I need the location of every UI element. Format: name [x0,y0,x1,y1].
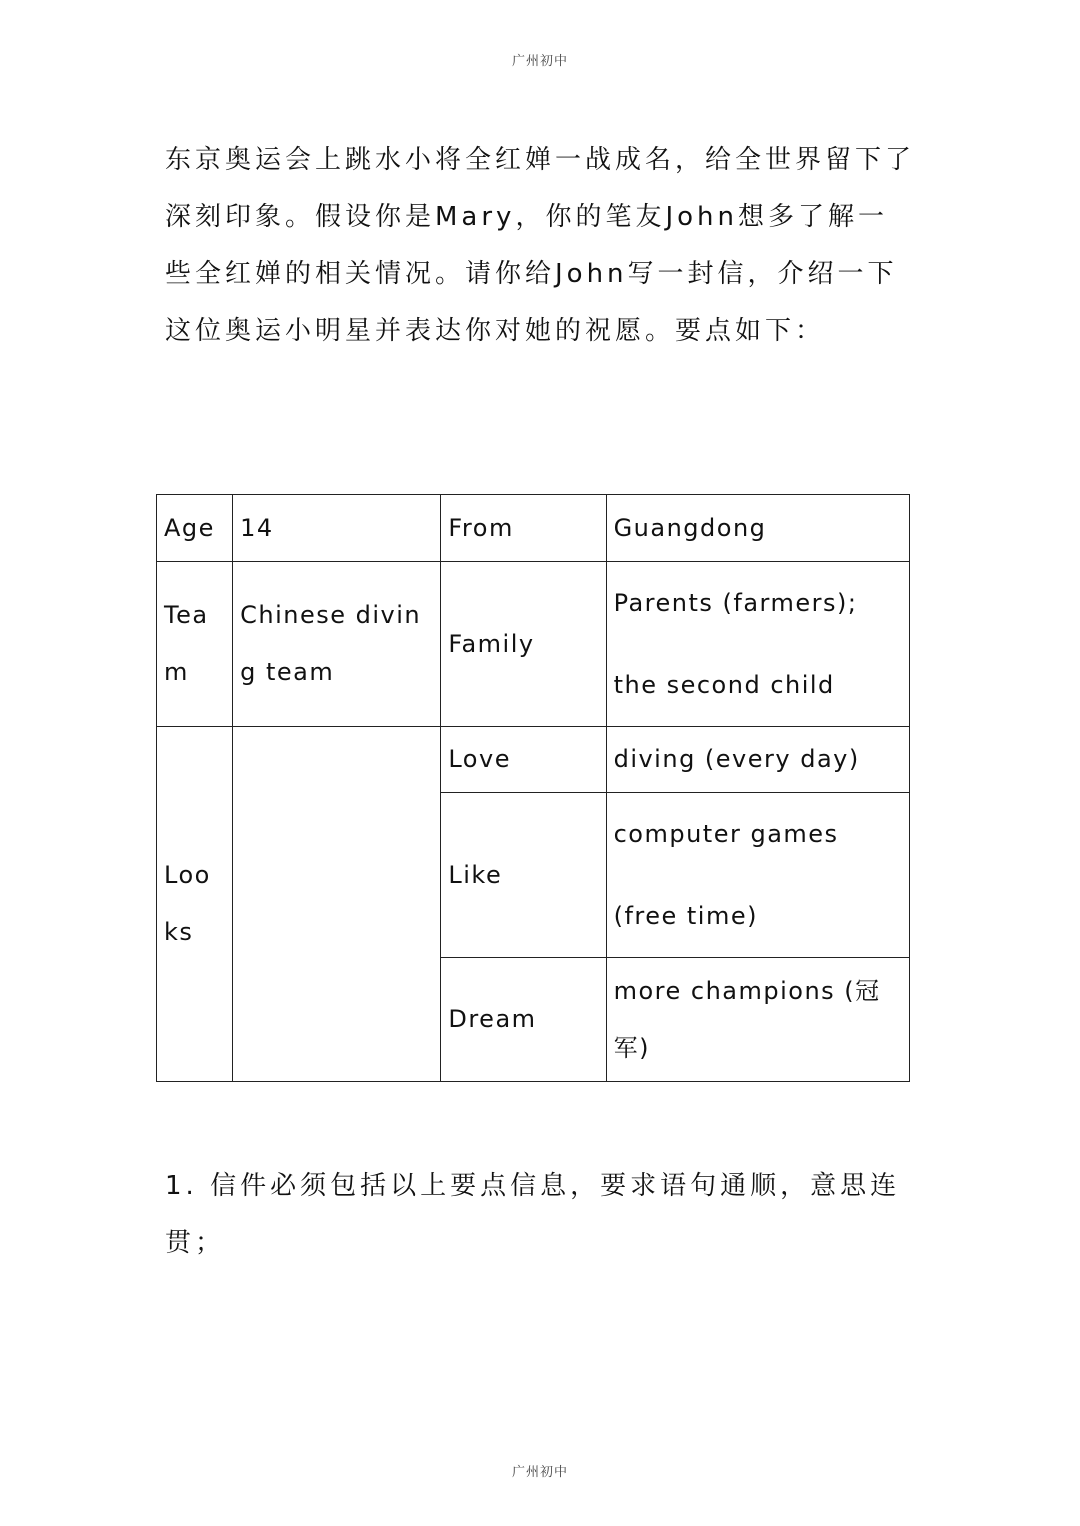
from-label-cell: From [441,495,606,562]
from-value-cell: Guangdong [606,495,909,562]
team-label-cell: Team [157,562,233,727]
table-row [157,562,910,727]
like-value-line-1: computer games [613,820,839,848]
info-table [156,494,910,1082]
table-row [157,495,910,562]
age-label-cell: Age [157,495,233,562]
looks-value-cell [233,727,441,1082]
dream-value-cell: more champions (冠军) [606,958,909,1082]
like-label-cell: Like [441,793,606,958]
looks-label-cell: Looks [157,727,233,1082]
dream-label-cell: Dream [441,958,606,1082]
page-header: 广州初中 [511,54,568,69]
like-value-line-2: (free time) [613,902,758,930]
family-value-line-1: Parents (farmers); [613,589,858,617]
family-value-line-2: the second child [613,671,835,699]
family-label-cell: Family [441,562,606,727]
family-value-cell [606,562,909,727]
task-description: 东京奥运会上跳水小将全红婵一战成名，给全世界留下了深刻印象。假设你是Mary，你的笔友John想多了解一些全红婵的相关情况。请你给John写一封信，介绍一下这位奥运小明星并表达你对她的祝愿。要点如下： [165,145,916,346]
page-footer: 广州初中 [511,1465,568,1480]
like-value-cell [606,793,909,958]
love-label-cell: Love [441,727,606,793]
age-value-cell: 14 [233,495,441,562]
team-value-cell: Chinese diving team [233,562,441,727]
requirement-item: 1. 信件必须包括以上要点信息，要求语句通顺，意思连贯； [165,1171,901,1258]
love-value-cell: diving (every day) [606,727,909,793]
table-row [157,727,910,793]
